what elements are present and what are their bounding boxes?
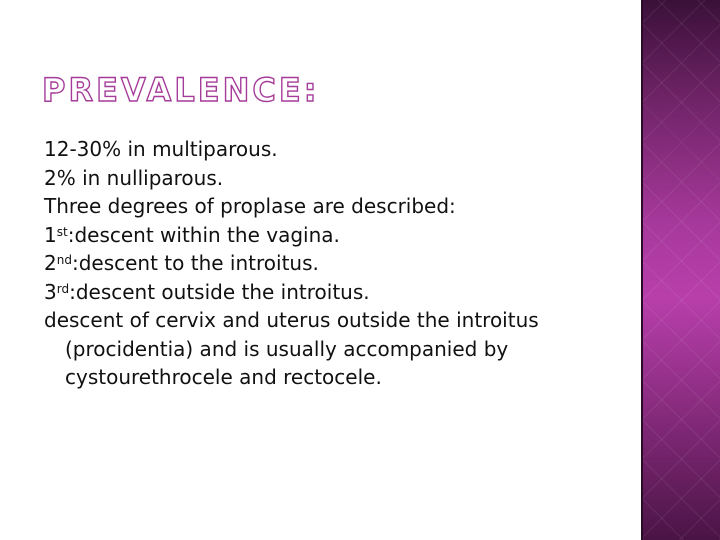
line-multiparous: 12-30% in multiparous. [44,137,278,161]
line-third-degree: 3rd:descent outside the introitus. [44,279,370,304]
line-degrees-intro: Three degrees of proplase are described: [44,194,456,218]
decorative-side-panel [641,0,720,540]
degree-number: 1 [44,222,57,247]
body-text [44,135,604,392]
line-second-degree: 2nd:descent to the introitus. [44,251,319,275]
degree-ordinal: rd [56,281,70,296]
degree-ordinal: st [56,224,68,239]
degree-number: 2 [44,251,57,275]
line-procidentia: descent of cervix and uterus outside the introitus (procidentia) and is usually accompanied by cystourethrocele and rectocele. [44,308,539,389]
degree-ordinal: nd [56,253,72,267]
slide-title: PREVALENCE: [42,71,320,109]
line-nulliparous: 2% in nulliparous. [44,165,224,190]
degree-number: 3 [44,279,57,304]
line-first-degree: 1st:descent within the vagina. [44,222,340,247]
